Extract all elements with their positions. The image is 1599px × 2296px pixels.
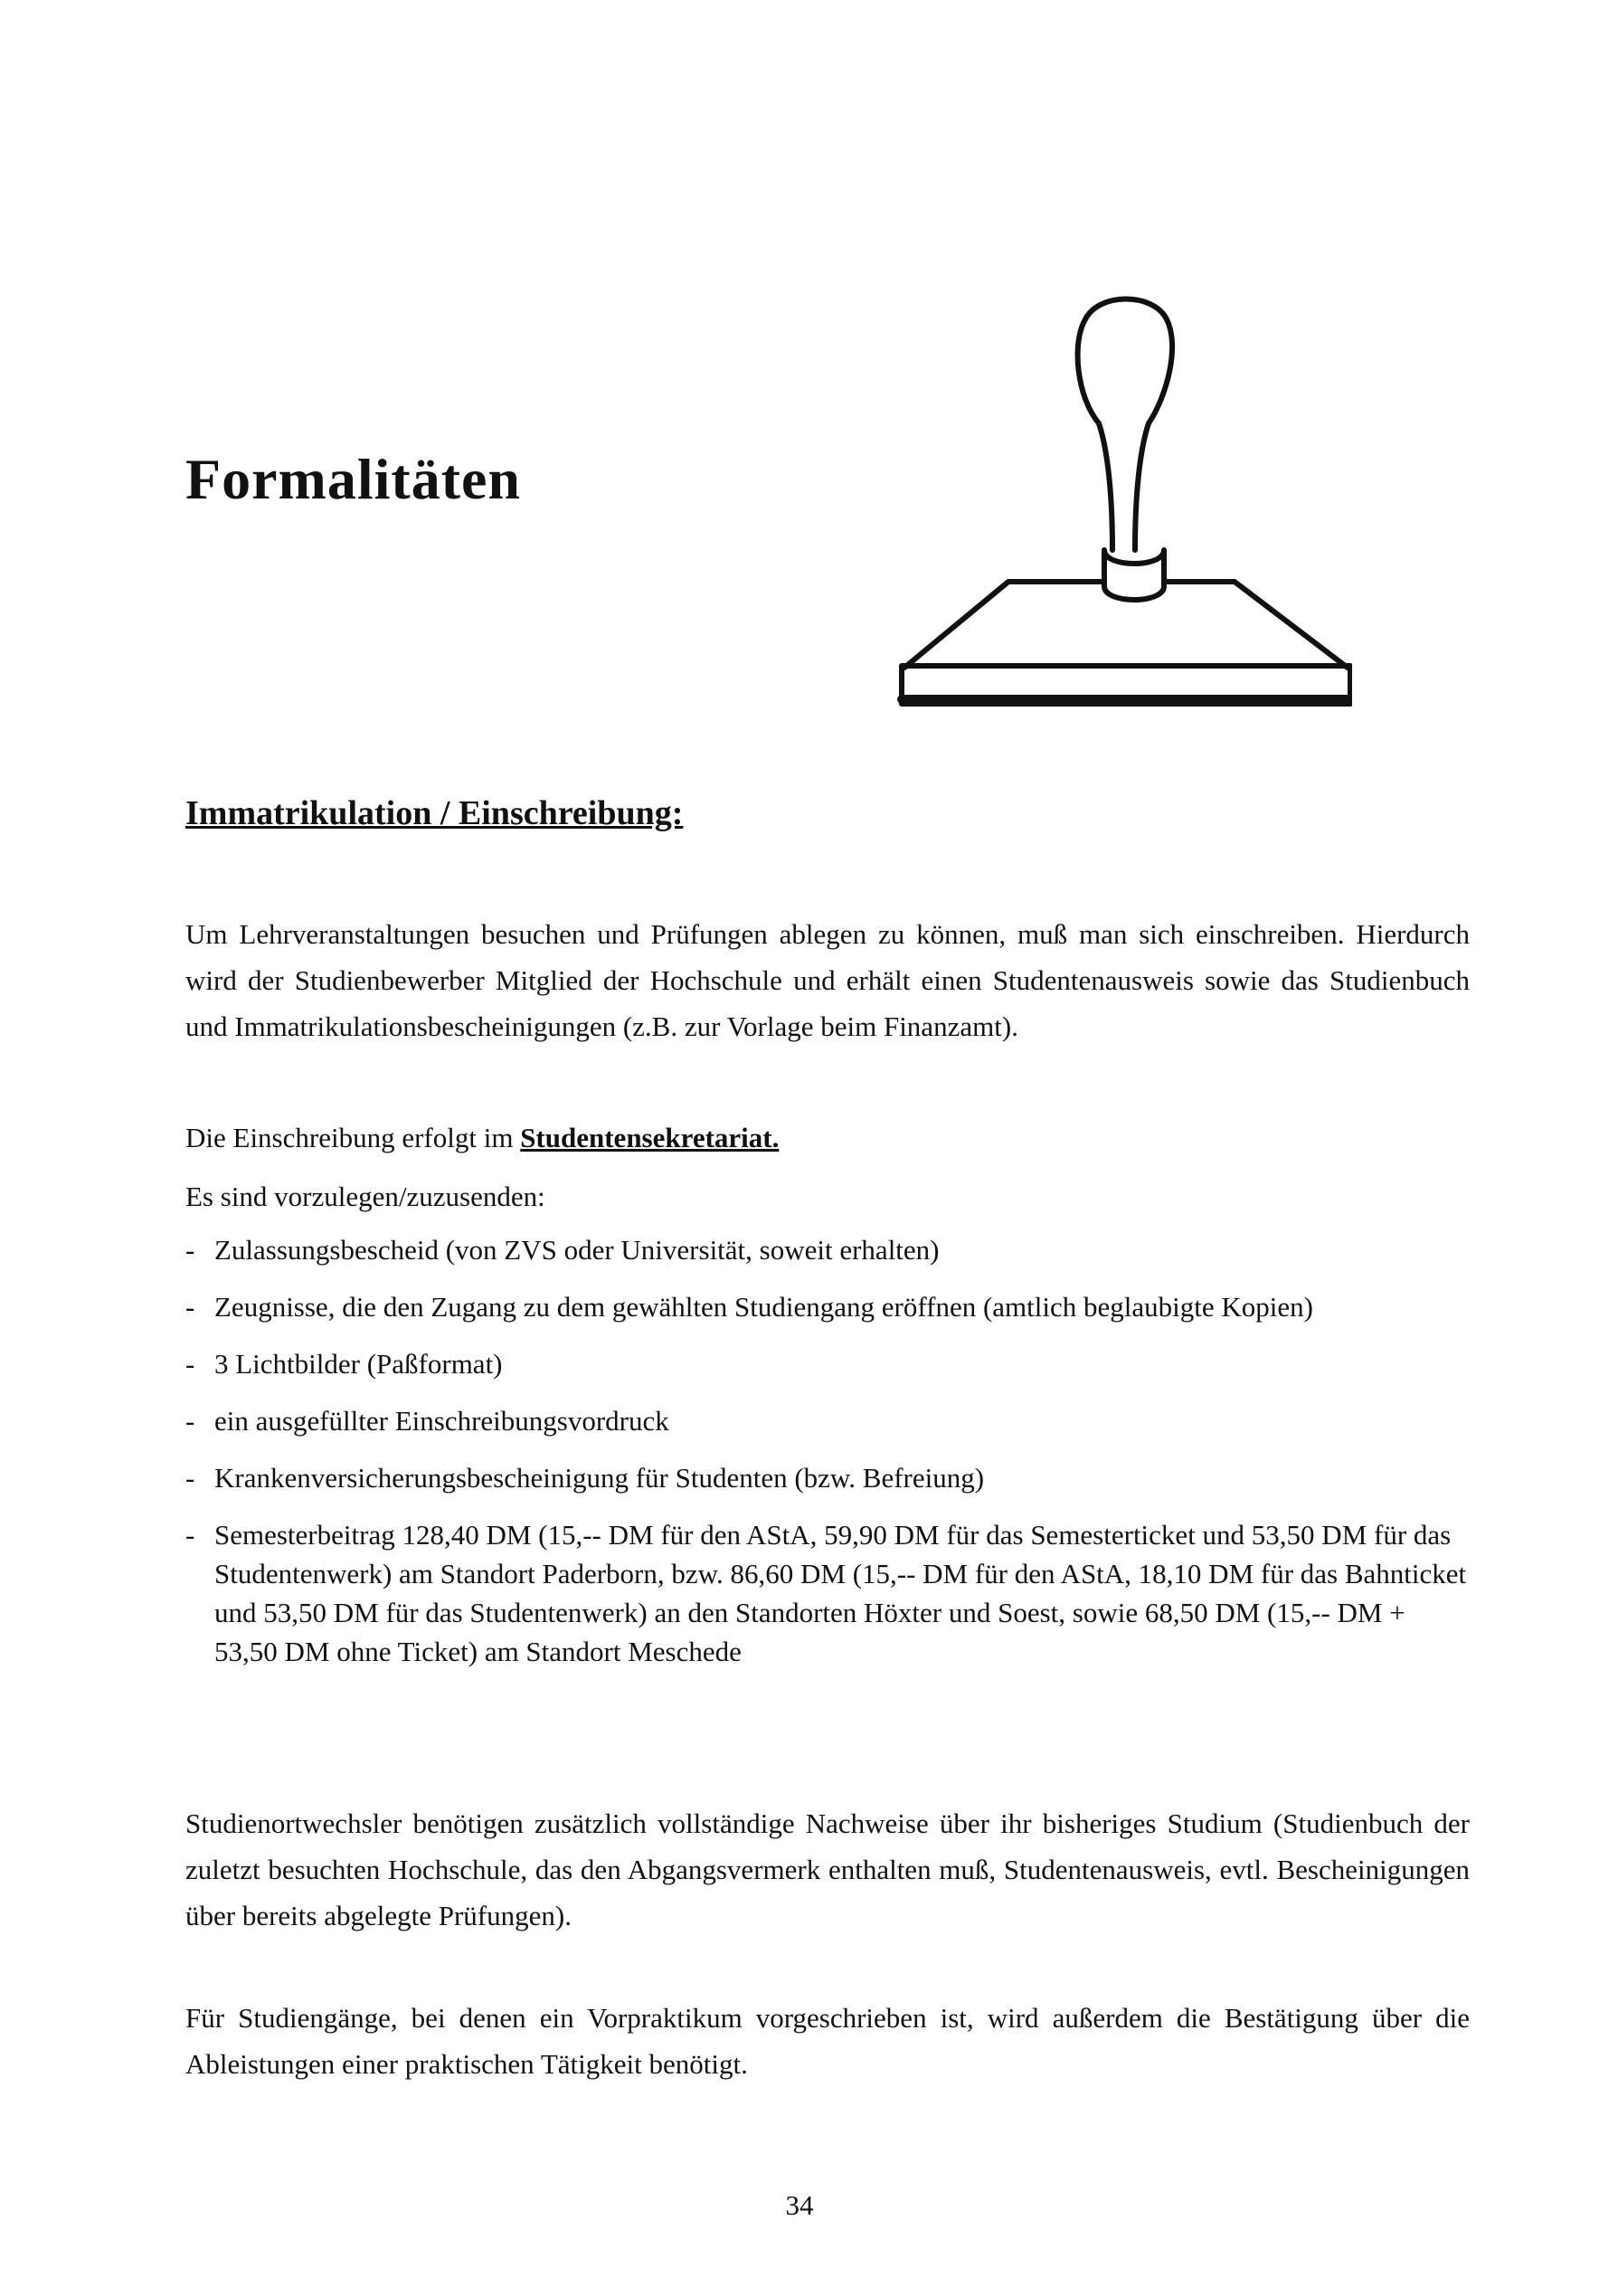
list-item-text: Zeugnisse, die den Zugang zu dem gewählten Studiengang eröffnen (amtlich beglaubigte Kopien) [214, 1291, 1313, 1323]
bullet-dash: - [185, 1291, 195, 1323]
location-place: Studentensekretariat. [520, 1122, 780, 1153]
list-item-text: Semesterbeitrag 128,40 DM (15,-- DM für den AStA, 59,90 DM für das Semesterticket und 53,50 DM für das Studentenwerk) am Standort Paderborn, bzw. 86,60 DM (15,-- DM für den AStA, 18,10 DM für das Bahnticket und 53,50 DM für das Studentenwerk) an den Standorten Höxter und Soest, sowie 68,50 DM (15,-- DM + 53,50 DM ohne Ticket) am Standort Meschede [214, 1519, 1467, 1667]
documents-list [185, 1230, 1470, 1689]
documents-intro: Es sind vorzulegen/zuzusenden: [185, 1181, 545, 1212]
bullet-dash: - [185, 1234, 195, 1266]
bullet-dash: - [185, 1519, 195, 1551]
transfer-paragraph: Studienortwechsler benötigen zusätzlich vollständige Nachweise über ihr bisheriges Studium (Studienbuch der zuletzt besuchten Hochschule, das den Abgangsvermerk enthalten muß, Studentenausweis, evtl. Bescheinigungen über bereits abgelegte Prüfungen). [185, 1807, 1470, 1931]
list-item [185, 1401, 1470, 1440]
section-heading: Immatrikulation / Einschreibung: [185, 794, 684, 832]
list-item [185, 1287, 1470, 1326]
page-title: Formalitäten [185, 447, 521, 511]
list-item [185, 1458, 1470, 1497]
rubber-stamp-icon [891, 288, 1352, 713]
list-item [185, 1230, 1470, 1269]
bullet-dash: - [185, 1462, 195, 1494]
list-item [185, 1515, 1470, 1671]
location-sentence [185, 1115, 1470, 1161]
list-item-text: 3 Lichtbilder (Paßformat) [214, 1348, 503, 1380]
page-number: 34 [785, 2189, 814, 2221]
list-item-text: Zulassungsbescheid (von ZVS oder Universität, soweit erhalten) [214, 1234, 940, 1266]
internship-paragraph: Für Studiengänge, bei denen ein Vorpraktikum vorgeschrieben ist, wird außerdem die Bestätigung über die Ableistungen einer praktischen Tätigkeit benötigt. [185, 2002, 1470, 2080]
list-item-text: Krankenversicherungsbescheinigung für Studenten (bzw. Befreiung) [214, 1462, 985, 1494]
bullet-dash: - [185, 1348, 195, 1380]
location-prefix: Die Einschreibung erfolgt im [185, 1122, 521, 1153]
list-item-text: ein ausgefüllter Einschreibungsvordruck [214, 1405, 669, 1437]
list-item [185, 1344, 1470, 1383]
bullet-dash: - [185, 1405, 195, 1437]
intro-paragraph: Um Lehrveranstaltungen besuchen und Prüfungen ablegen zu können, muß man sich einschreiben. Hierdurch wird der Studienbewerber Mitglied der Hochschule und erhält einen Studentenausweis sowie das Studienbuch und Immatrikulationsbescheinigungen (z.B. zur Vorlage beim Finanzamt). [185, 918, 1470, 1042]
